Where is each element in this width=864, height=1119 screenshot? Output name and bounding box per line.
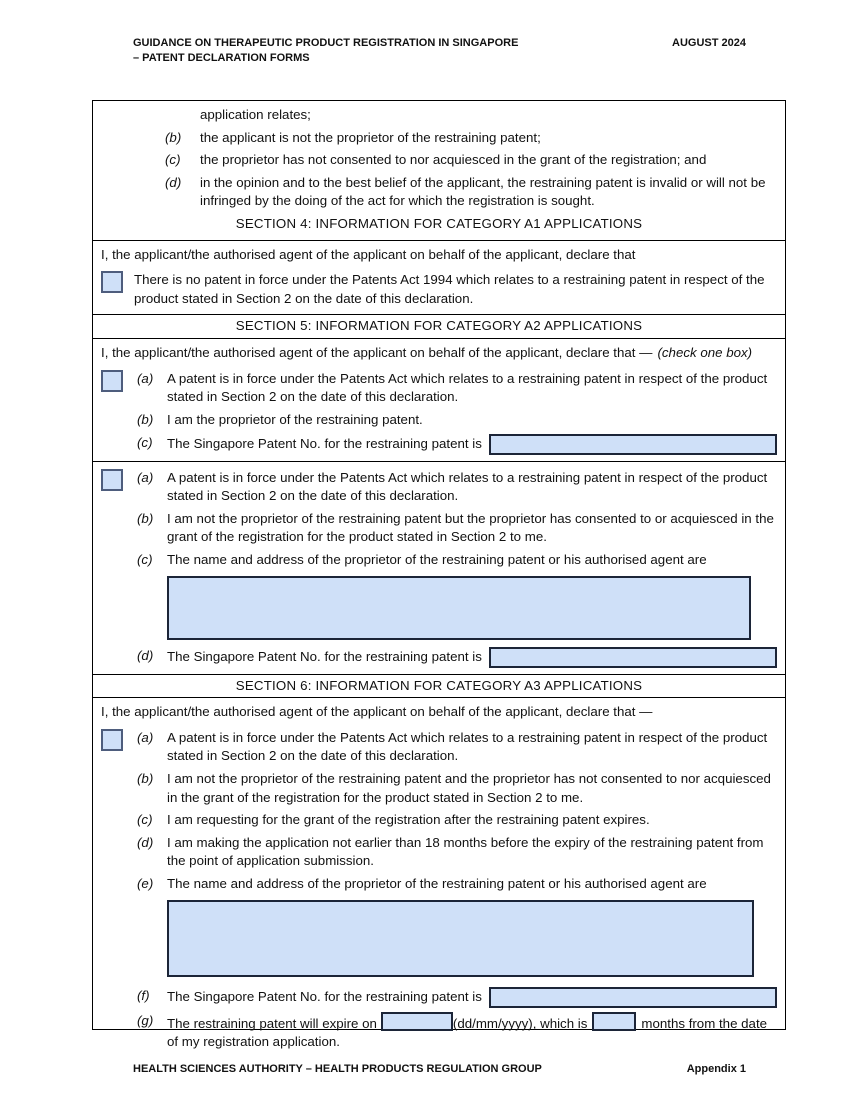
- list-item-text: in the opinion and to the best belief of the applicant, the restraining patent is invalid or will not be infringed by the doing of the act for which the registration is sought.: [200, 174, 766, 209]
- option-checkbox-column: [101, 370, 137, 455]
- continuation-lead: application relates;: [200, 107, 311, 122]
- list-item-text: I am the proprietor of the restraining patent.: [167, 411, 423, 427]
- section5-heading-row: [93, 315, 785, 339]
- section5-intro: [101, 344, 777, 363]
- continuation-cell: [93, 101, 785, 241]
- section5-option1-cell: [93, 339, 785, 461]
- list-item: [137, 770, 777, 807]
- doc-header: [133, 36, 746, 66]
- list-item-text: The name and address of the proprietor of the restraining patent or his authorised agent are: [167, 876, 707, 892]
- section5-option2-cell: [93, 462, 785, 675]
- list-item-text: the applicant is not the proprietor of the restraining patent;: [200, 129, 541, 145]
- expiry-text-part2: (dd/mm/yyyy), which is: [452, 1015, 588, 1031]
- list-item-marker: (d): [137, 647, 154, 663]
- list-item-marker: (c): [137, 551, 153, 567]
- section5-option1-checkbox[interactable]: [101, 370, 123, 392]
- section5-option1: [101, 370, 777, 455]
- section4-declaration-row: [101, 271, 777, 308]
- list-item-text: I am not the proprietor of the restraining patent and the proprietor has not consented to nor acquiesced in the grant of the registration for the product stated in Section 2 to me.: [167, 771, 771, 805]
- list-item: [137, 434, 777, 455]
- doc-title-line1: GUIDANCE ON THERAPEUTIC PRODUCT REGISTRATION IN SINGAPORE: [133, 37, 519, 49]
- list-item-text: I am making the application not earlier than 18 months before the expiry of the restraining patent from the point of application submission.: [167, 834, 764, 869]
- list-item-marker: (a): [137, 729, 154, 745]
- list-item-marker: (d): [165, 174, 182, 190]
- section6-option: [101, 729, 777, 1052]
- section5-option2: [101, 469, 777, 668]
- section6-body: [93, 698, 785, 1058]
- sec6-proprietor-textarea[interactable]: [167, 900, 754, 977]
- sec6-months-field[interactable]: [592, 1012, 636, 1031]
- list-item-text: The name and address of the proprietor of the restraining patent or his authorised agent are: [167, 551, 707, 567]
- expiry-text-part1: The restraining patent will expire on: [167, 1015, 377, 1031]
- doc-title: [133, 36, 518, 66]
- section6-heading: SECTION 6: INFORMATION FOR CATEGORY A3 APPLICATIONS: [235, 677, 643, 693]
- list-item-marker: (a): [137, 469, 154, 485]
- list-item-marker: (d): [137, 834, 154, 850]
- list-item: [165, 151, 777, 170]
- list-item: [137, 551, 777, 570]
- section4-checkbox[interactable]: [101, 271, 123, 293]
- list-item-text: A patent is in force under the Patents Act which relates to a restraining patent in respect of the product stated in Section 2 on the date of this declaration.: [167, 370, 768, 405]
- section4-heading: SECTION 4: INFORMATION FOR CATEGORY A1 APPLICATIONS: [235, 216, 643, 232]
- list-item-text: I am requesting for the grant of the registration after the restraining patent expires.: [167, 812, 650, 828]
- option-items: [137, 469, 777, 668]
- list-item-marker: (b): [165, 129, 182, 145]
- list-item-text: The Singapore Patent No. for the restraining patent is: [167, 988, 482, 1004]
- list-item: [137, 370, 777, 407]
- list-item-marker: (c): [165, 152, 181, 168]
- list-item-text: the proprietor has not consented to nor acquiesced in the grant of the registration; and: [200, 152, 707, 168]
- section6-heading-row: [93, 675, 785, 699]
- list-item: [137, 875, 777, 894]
- list-item: [137, 729, 777, 766]
- section5-intro-note: (check one box): [657, 345, 753, 361]
- list-item: [137, 811, 777, 830]
- patent-declaration-form: [92, 100, 786, 1050]
- section4-intro: I, the applicant/the authorised agent of the applicant on behalf of the applicant, declare that: [101, 246, 636, 262]
- option-items: [137, 370, 777, 455]
- sec5-opt1-patent-no-field[interactable]: [489, 434, 777, 455]
- list-item-text: A patent is in force under the Patents Act which relates to a restraining patent in respect of the product stated in Section 2 on the date of this declaration.: [167, 729, 768, 764]
- field-line: [167, 434, 777, 455]
- expiry-text-part3: months from the date of my registration application.: [167, 1015, 768, 1050]
- list-item: [137, 469, 777, 506]
- doc-footer: [133, 1062, 746, 1077]
- list-item: [137, 987, 777, 1008]
- footer-org: HEALTH SCIENCES AUTHORITY – HEALTH PRODUCTS REGULATION GROUP: [133, 1063, 542, 1075]
- option-checkbox-column: [101, 729, 137, 1052]
- list-item-marker: (b): [137, 771, 154, 787]
- list-item-marker: (f): [137, 987, 150, 1003]
- field-line: [167, 987, 777, 1008]
- list-item-marker: (g): [137, 1012, 154, 1028]
- section5-intro-text: I, the applicant/the authorised agent of the applicant on behalf of the applicant, declare that —: [101, 345, 653, 361]
- list-item: [165, 129, 777, 148]
- list-item-marker: (c): [137, 434, 153, 450]
- list-item: [137, 647, 777, 668]
- list-item-text: [167, 1012, 777, 1052]
- list-item: [137, 411, 777, 430]
- list-item: [137, 834, 777, 871]
- field-line: [167, 647, 777, 668]
- list-item-marker: (b): [137, 411, 154, 427]
- section4-declaration-text: There is no patent in force under the Patents Act 1994 which relates to a restraining patent in respect of the product stated in Section 2 on the date of this declaration.: [134, 272, 765, 306]
- option-items: [137, 729, 777, 1052]
- doc-title-line2: – PATENT DECLARATION FORMS: [133, 51, 310, 64]
- footer-appendix: Appendix 1: [686, 1063, 746, 1075]
- section4-body: [93, 241, 785, 316]
- list-item-marker: (c): [137, 812, 153, 828]
- sec5-opt2-patent-no-field[interactable]: [489, 647, 777, 668]
- section6-checkbox[interactable]: [101, 729, 123, 751]
- list-item-text: The Singapore Patent No. for the restraining patent is: [167, 435, 482, 451]
- list-item-marker: (e): [137, 876, 154, 892]
- sec6-patent-no-field[interactable]: [489, 987, 777, 1008]
- section6-intro: I, the applicant/the authorised agent of the applicant on behalf of the applicant, declare that —: [101, 704, 653, 720]
- list-item-marker: (b): [137, 510, 154, 526]
- section5-option2-checkbox[interactable]: [101, 469, 123, 491]
- section5-heading: SECTION 5: INFORMATION FOR CATEGORY A2 APPLICATIONS: [235, 318, 643, 334]
- option-checkbox-column: [101, 469, 137, 668]
- sec5-opt2-proprietor-textarea[interactable]: [167, 576, 751, 640]
- list-item-text: I am not the proprietor of the restraining patent but the proprietor has consented to or acquiesced in the grant of the registration for the product stated in Section 2 to me.: [167, 510, 774, 545]
- list-item-text: A patent is in force under the Patents Act which relates to a restraining patent in respect of the product stated in Section 2 on the date of this declaration.: [167, 469, 768, 504]
- list-item-marker: (a): [137, 370, 154, 386]
- list-item: [137, 1012, 777, 1052]
- list-item: [165, 174, 777, 211]
- list-item-text: The Singapore Patent No. for the restraining patent is: [167, 648, 482, 664]
- sec6-expiry-date-field[interactable]: [381, 1012, 453, 1031]
- doc-date: AUGUST 2024: [672, 37, 746, 49]
- list-item: [137, 510, 777, 547]
